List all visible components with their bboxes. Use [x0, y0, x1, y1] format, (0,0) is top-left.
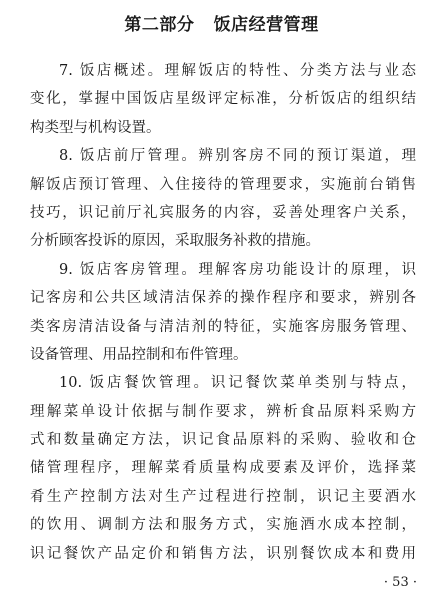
text-line: 8. 饭店前厅管理。辨别客房不同的预订渠道，理 [59, 148, 416, 165]
text-line: 式和数量确定方法，识记食品原料的采购、验收和仓 [30, 432, 416, 449]
section-title: 第二部分 饭店经营管理 [124, 15, 319, 35]
text-line: 记客房和公共区域清洁保养的操作程序和要求，辨别各 [30, 290, 416, 307]
text-line: 储管理程序，理解菜肴质量构成要素及评价，选择菜 [30, 460, 416, 477]
body-text [30, 57, 416, 568]
text-line: 10. 饭店餐饮管理。识记餐饮菜单类别与特点， [59, 375, 416, 392]
text-line: 7. 饭店概述。理解饭店的特性、分类方法与业态 [59, 63, 416, 79]
paragraph-8 [30, 142, 416, 256]
text-line: 理解菜单设计依据与制作要求，辨析食品原料采购方 [30, 403, 416, 420]
text-line: 的饮用、调制方法和服务方式，实施酒水成本控制， [30, 517, 416, 534]
paragraph-9 [30, 256, 416, 370]
text-line: 变化，掌握中国饭店星级评定标准，分析饭店的组织结 [30, 91, 416, 108]
text-line: 构类型与机构设置。 [30, 119, 161, 136]
text-line: 肴生产控制方法对生产过程进行控制，识记主要酒水 [30, 488, 416, 505]
text-line: 识记餐饮产品定价和销售方法，识别餐饮成本和费用 [30, 545, 416, 562]
page-number: · 53 · [383, 575, 417, 590]
text-line: 解饭店预订管理、入住接待的管理要求，实施前台销售 [30, 176, 416, 193]
text-line: 设备管理、用品控制和布件管理。 [30, 346, 248, 363]
text-line: 9. 饭店客房管理。理解客房功能设计的原理，识 [59, 261, 416, 278]
text-line: 分析顾客投诉的原因，采取服务补救的措施。 [30, 233, 320, 250]
text-line: 类客房清洁设备与清洁剂的特征，实施客房服务管理、 [30, 318, 416, 335]
paragraph-7 [30, 57, 416, 142]
paragraph-10 [30, 369, 416, 568]
text-line: 技巧，识记前厅礼宾服务的内容，妥善处理客户关系， [30, 204, 416, 221]
